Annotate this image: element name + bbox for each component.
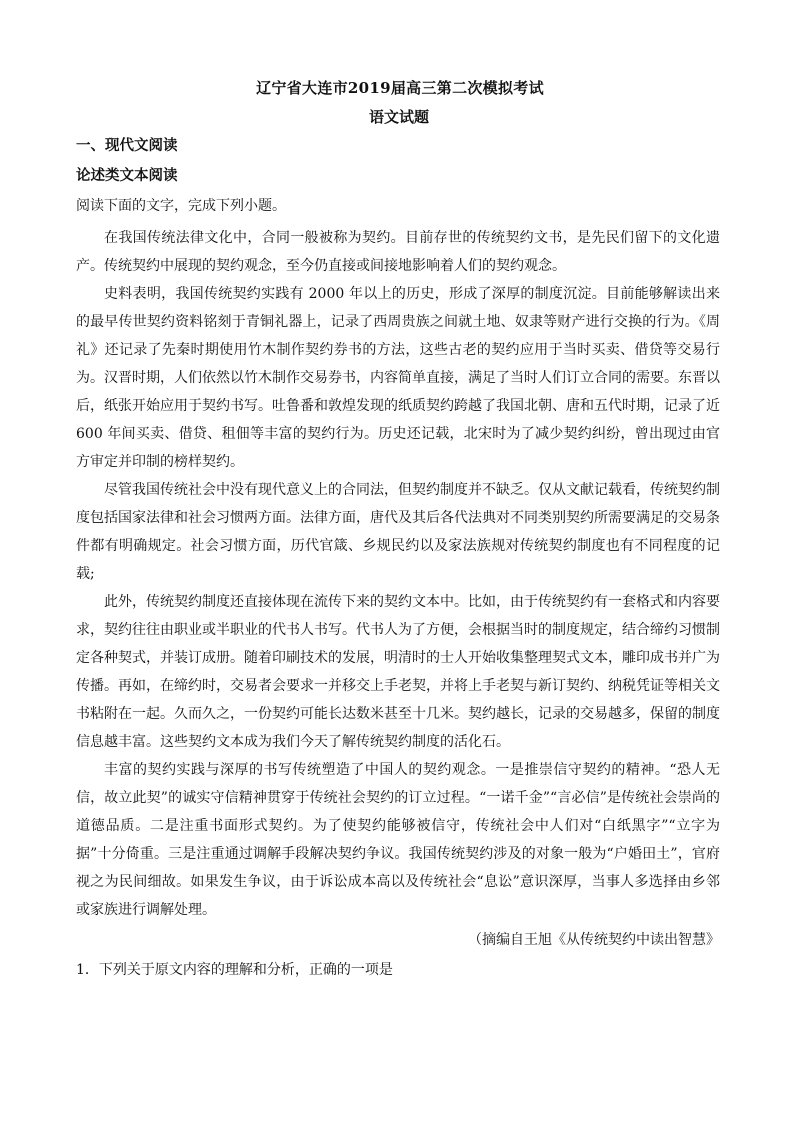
exam-subtitle: 语文试题 — [368, 108, 429, 126]
exam-title: 辽宁省大连市2019届高三第二次模拟考试 — [256, 79, 544, 97]
paragraph-1: 在我国传统法律文化中，合同一般被称为契约。目前存世的传统契约文书，是先民们留下的文化遗产。传统契约中展现的契约观念，至今仍直接或间接地影响着人们的契约观念。 — [76, 230, 720, 274]
paragraph-5: 丰富的契约实践与深厚的书写传统塑造了中国人的契约观念。一是推崇信守契约的精神。“恐人无信，故立此契”的诚实守信精神贯穿于传统社会契约的订立过程。“一诺千金”“言必信”是传统社会崇尚的道德品质。二是注重书面形式契约。为了使契约能够被信守，传统社会中人们对“白纸黑字”“立字为据”十分倚重。三是注重通过调解手段解决契约争议。我国传统契约涉及的对象一般为“户婚田土”，官府视之为民间细故。如果发生争议，由于诉讼成本高以及传统社会“息讼”意识深厚，当事人多选择由乡邻或家族进行调解处理。 — [76, 762, 720, 918]
instruction-text: 阅读下面的文字，完成下列小题。 — [76, 198, 286, 214]
question-1: 1．下列关于原文内容的理解和分析，正确的一项是 — [76, 962, 393, 978]
source-citation: （摘编自王旭《从传统契约中读出智慧》 — [468, 932, 720, 948]
paragraph-4: 此外，传统契约制度还直接体现在流传下来的契约文本中。比如，由于传统契约有一套格式和内容要求，契约往往由职业或半职业的代书人书写。代书人为了方便，会根据当时的制度规定，结合缔约习惯制定各种契式，并装订成册。随着印刷技术的发展，明清时的士人开始收集整理契式文本，雕印成书并广为传播。再如，在缔约时，交易者会要求一并移交上手老契，并将上手老契与新订契约、纳税凭证等相关文书粘附在一起。久而久之，一份契约可能长达数米甚至十几米。契约越长，记录的交易越多，保留的制度信息越丰富。这些契约文本成为我们今天了解传统契约制度的活化石。 — [76, 594, 720, 750]
subsection-heading: 论述类文本阅读 — [76, 167, 178, 184]
section-heading: 一、现代文阅读 — [76, 137, 178, 154]
paragraph-2: 史料表明，我国传统契约实践有 2000 年以上的历史，形成了深厚的制度沉淀。目前能够解读出来的最早传世契约资料铭刻于青铜礼器上，记录了西周贵族之间就土地、奴隶等财产进行交换的行为。《周礼》还记录了先秦时期使用竹木制作契约券书的方法，这些古老的契约应用于当时买卖、借贷等交易行为。汉晋时期，人们依然以竹木制作交易券书，内容简单直接，满足了当时人们订立合同的需要。东晋以后，纸张开始应用于契约书写。吐鲁番和敦煌发现的纸质契约跨越了我国北朝、唐和五代时期，记录了近600 年间买卖、借贷、租佃等丰富的契约行为。历史还记载，北宋时为了减少契约纠纷，曾出现过由官方审定并印制的榜样契约。 — [76, 286, 720, 470]
paragraph-3: 尽管我国传统社会中没有现代意义上的合同法，但契约制度并不缺乏。仅从文献记载看，传统契约制度包括国家法律和社会习惯两方面。法律方面，唐代及其后各代法典对不同类别契约所需要满足的交易条件都有明确规定。社会习惯方面，历代官箴、乡规民约以及家法族规对传统契约制度也有不同程度的记载; — [76, 482, 720, 582]
